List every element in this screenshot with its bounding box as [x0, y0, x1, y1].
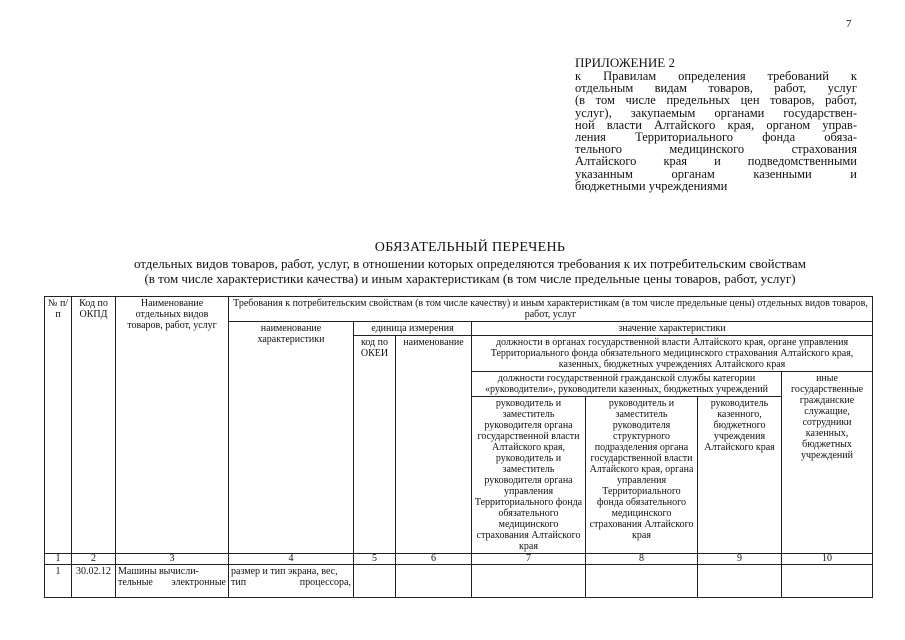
col-header-unit-name: наименование: [396, 336, 472, 554]
column-number: 1: [45, 554, 72, 565]
column-number: 7: [472, 554, 586, 565]
col-header-char-value: значение характеристики: [472, 322, 873, 336]
appendix-line: тельного медицинского страхования: [575, 142, 857, 157]
column-number: 10: [782, 554, 873, 565]
col-header-unit: единица измерения: [354, 322, 472, 336]
document-heading: [40, 240, 900, 286]
cell-okei: [354, 565, 396, 598]
appendix-block: [575, 56, 857, 192]
appendix-line: ления Территориального фонда обяза-: [575, 130, 857, 145]
cell-okpd: 30.02.12: [72, 565, 116, 598]
col-header-char-name: наименование характеристики: [229, 322, 354, 554]
col-header-num: № п/п: [45, 297, 72, 554]
col-header-head-struct: руководитель и заместитель руководителя структурного подразделения органа государственной власти Алтайского края, органа управления Территориального фонда обязательного медицинского страхования Алтайского края: [586, 397, 698, 554]
col-header-positions-leaders: должности государственной гражданской службы категории «руководители», руководители казенных, бюджетных учреждений: [472, 372, 782, 397]
appendix-line: указанным органам казенными и: [575, 166, 857, 181]
col-header-okei: код по ОКЕИ: [354, 336, 396, 554]
cell-goods-name: Машины вычисли-тельные электронные: [116, 565, 229, 598]
requirements-table: [44, 296, 873, 598]
cell-value-7: [472, 565, 586, 598]
cell-num: 1: [45, 565, 72, 598]
page-number: 7: [846, 18, 852, 30]
column-number: 6: [396, 554, 472, 565]
column-number: 4: [229, 554, 354, 565]
cell-unit-name: [396, 565, 472, 598]
appendix-line: к Правилам определения требований к: [575, 69, 857, 83]
cell-value-9: [698, 565, 782, 598]
column-number-row: [45, 554, 873, 565]
header-row-1: [45, 297, 873, 322]
col-header-goods-name: Наименование отдельных видов товаров, работ, услуг: [116, 297, 229, 554]
col-header-head-inst: руководитель казенного, бюджетного учреждения Алтайского края: [698, 397, 782, 554]
column-number: 2: [72, 554, 116, 565]
col-header-requirements: Требования к потребительским свойствам (в том числе качеству) и иным характеристикам (в том числе предельные цены) отдельных видов товаров, работ, услуг: [229, 297, 873, 322]
appendix-title: ПРИЛОЖЕНИЕ 2: [575, 55, 675, 70]
cell-value-8: [586, 565, 698, 598]
appendix-line: ной власти Алтайского края, органом управ-: [575, 117, 857, 132]
appendix-line: услуг), закупаемым органами государствен-: [575, 105, 857, 120]
document-subtitle-1: отдельных видов товаров, работ, услуг, в отношении которых определяются требования к их потребительским свойствам: [133, 256, 807, 271]
column-number: 5: [354, 554, 396, 565]
column-number: 8: [586, 554, 698, 565]
appendix-line: (в том числе предельных цен товаров, работ,: [575, 93, 857, 108]
col-header-positions-all: должности в органах государственной власти Алтайского края, органе управления Территориального фонда обязательного медицинского страхования Алтайского края, казенных, бюджетных учреждениях Алтайского края: [472, 336, 873, 372]
cell-value-10: [782, 565, 873, 598]
appendix-line: бюджетными учреждениями: [575, 178, 728, 193]
col-header-okpd: Код по ОКПД: [72, 297, 116, 554]
appendix-line: Алтайского края и подведомственными: [575, 154, 857, 169]
column-number: 9: [698, 554, 782, 565]
table-row: [45, 565, 873, 598]
col-header-other-positions: иные государственные гражданские служащие, сотрудники казенных, бюджетных учреждений: [782, 372, 873, 554]
col-header-head-gov: руководитель и заместитель руководителя органа государственной власти Алтайского края, руководитель и заместитель руководителя органа управления Территориального фонда обязательного медицинского страхования Алтайского края: [472, 397, 586, 554]
document-title: ОБЯЗАТЕЛЬНЫЙ ПЕРЕЧЕНЬ: [374, 240, 566, 255]
document-subtitle-2: (в том числе характеристики качества) и иным характеристикам (в том числе предельные цены товаров, работ, услуг): [144, 271, 796, 286]
cell-characteristic: размер и тип экрана, вес, тип процессора,: [229, 565, 354, 598]
column-number: 3: [116, 554, 229, 565]
appendix-line: отдельным видам товаров, работ, услуг: [575, 81, 857, 96]
